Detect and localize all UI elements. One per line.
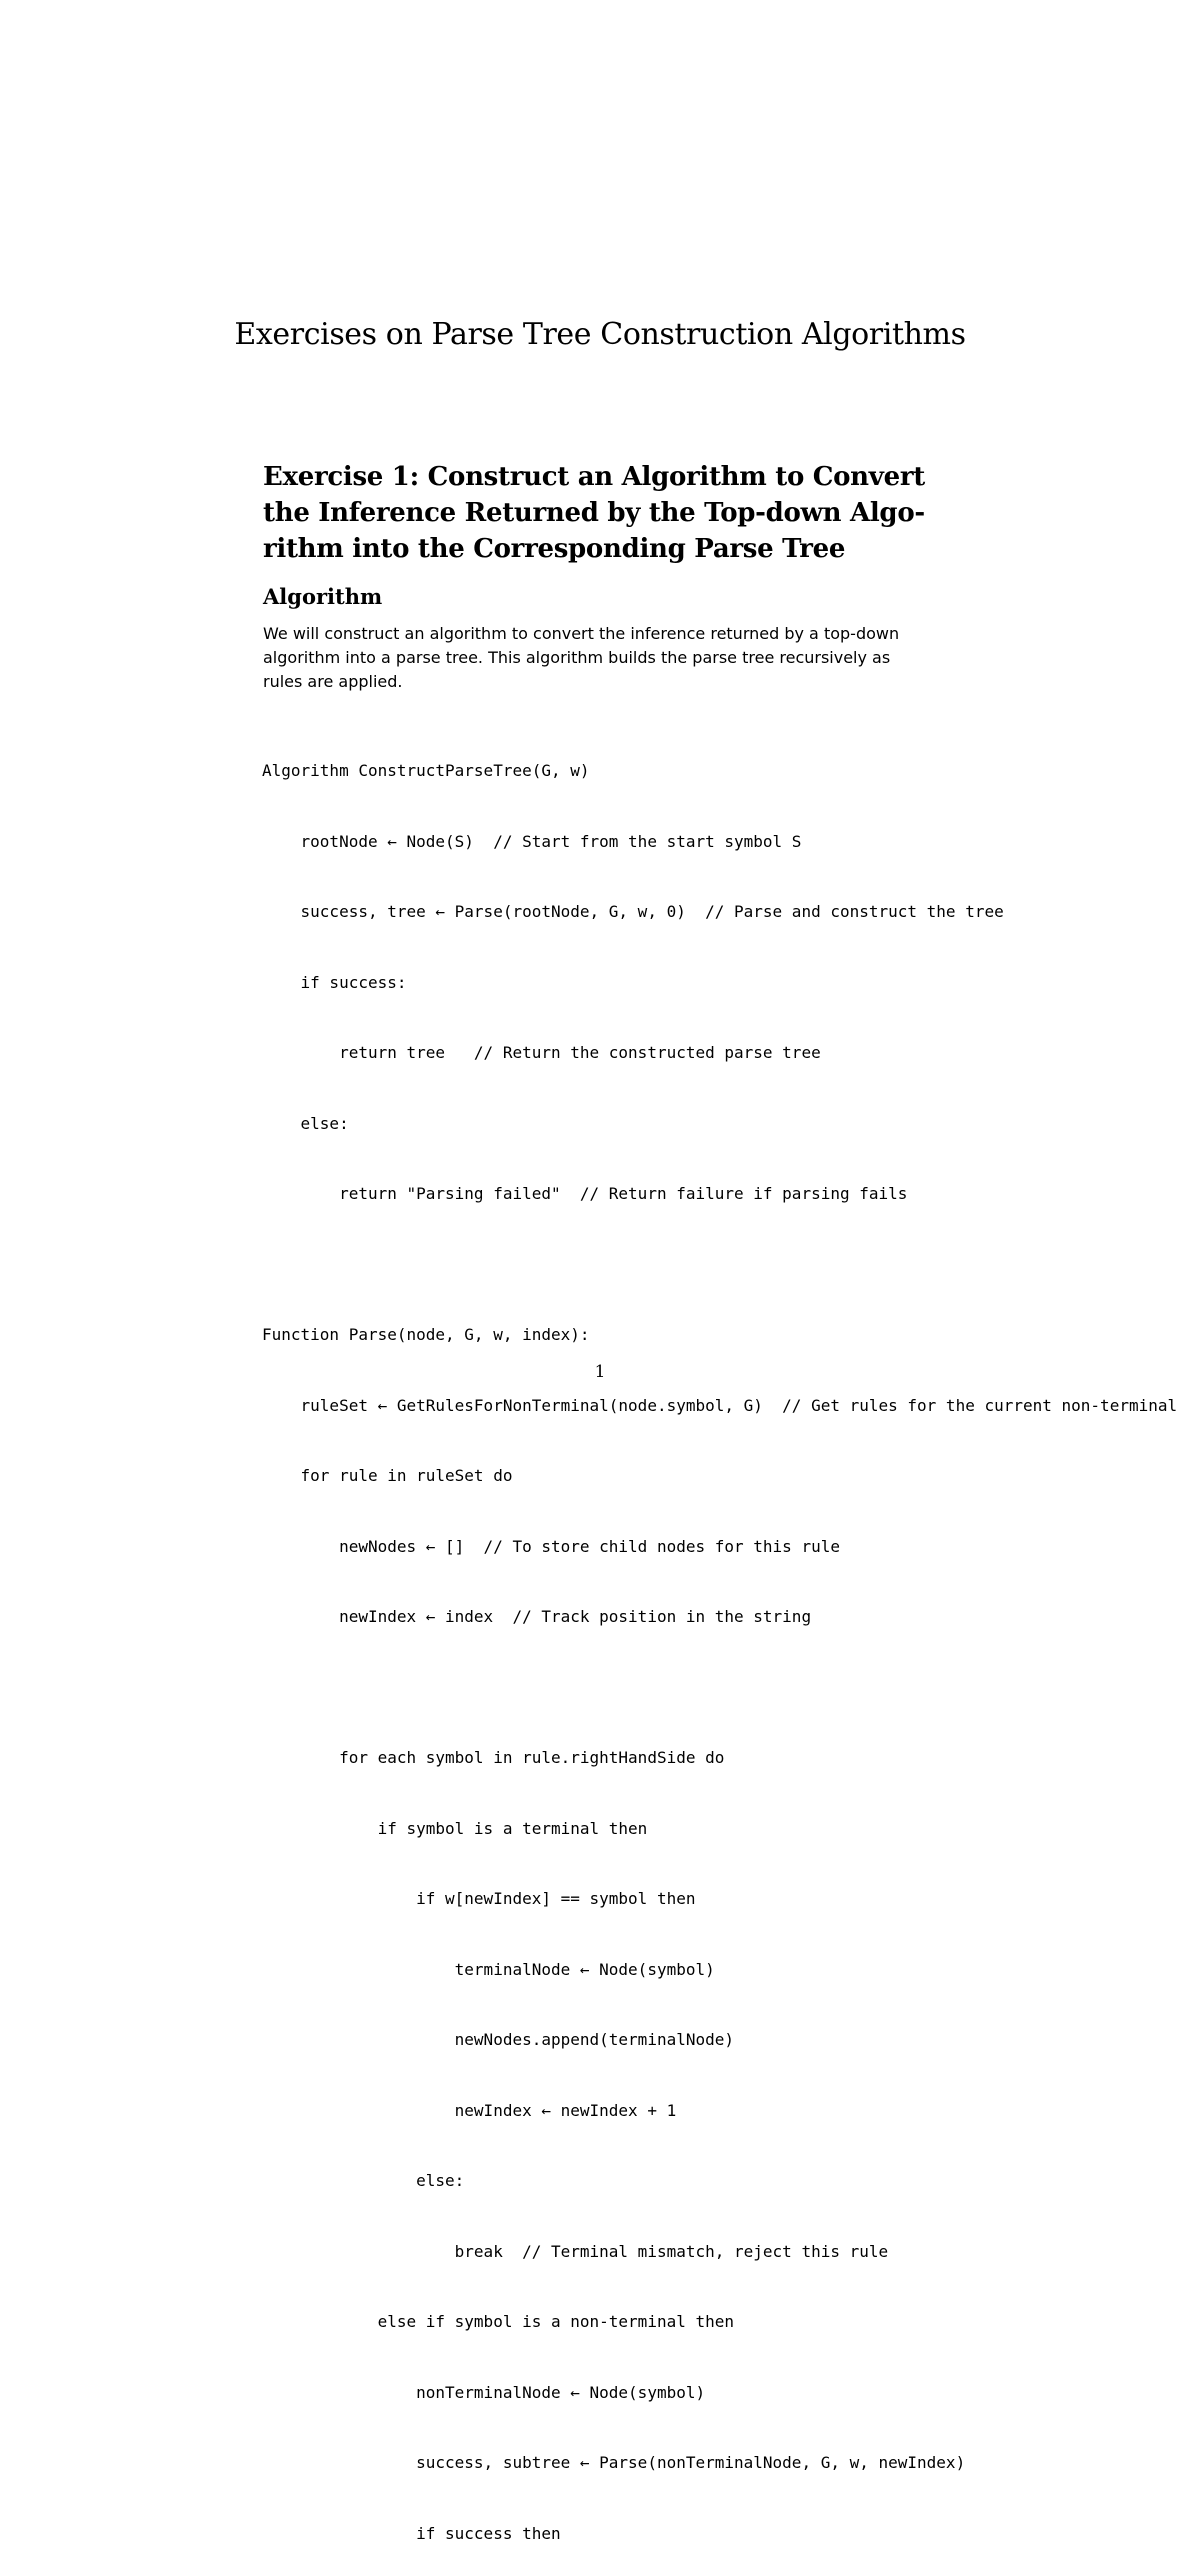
page-title: Exercises on Parse Tree Construction Algorithms	[234, 317, 966, 352]
page-number: 1	[594, 1362, 606, 1382]
code-line	[262, 1253, 1200, 1277]
code-line: rootNode ← Node(S) // Start from the start symbol S	[262, 831, 802, 851]
code-block	[262, 712, 1200, 2569]
intro-line: rules are applied.	[263, 672, 403, 691]
code-line: newIndex ← index // Track position in the string	[262, 1607, 812, 1626]
code-line: newIndex ← newIndex + 1	[262, 2100, 677, 2120]
code-line: nonTerminalNode ← Node(symbol)	[262, 2382, 706, 2402]
code-line: break // Terminal mismatch, reject this rule	[262, 2241, 889, 2261]
code-line: return tree // Return the constructed parse tree	[262, 1043, 821, 1062]
code-line: return "Parsing failed" // Return failure if parsing fails	[262, 1184, 908, 1203]
section-heading-line: Exercise 1: Construct an Algorithm to Convert	[263, 462, 925, 492]
code-line: if success then	[262, 2523, 561, 2543]
code-line	[262, 1676, 1200, 1700]
code-line: ruleSet ← GetRulesForNonTerminal(node.symbol, G) // Get rules for the current non-terminal	[262, 1395, 1178, 1415]
code-line: Function Parse(node, G, w, index):	[262, 1325, 590, 1344]
code-line: if success:	[262, 972, 407, 992]
code-line: if w[newIndex] == symbol then	[262, 1889, 696, 1908]
section-heading-line: rithm into the Corresponding Parse Tree	[263, 534, 846, 564]
code-line: else:	[262, 2171, 465, 2190]
code-line: newNodes.append(terminalNode)	[262, 2030, 735, 2049]
section-heading	[263, 459, 953, 567]
code-line: for each symbol in rule.rightHandSide do	[262, 1748, 725, 1767]
intro-line: algorithm into a parse tree. This algorithm builds the parse tree recursively as	[263, 648, 891, 667]
code-line: terminalNode ← Node(symbol)	[262, 1959, 715, 1979]
code-line: for rule in ruleSet do	[262, 1466, 513, 1485]
code-line: if symbol is a terminal then	[262, 1818, 648, 1838]
code-line: success, subtree ← Parse(nonTerminalNode, G, w, newIndex)	[262, 2453, 966, 2472]
code-line: else:	[262, 1113, 349, 1133]
section-heading-line: the Inference Returned by the Top-down Algo-	[263, 498, 925, 528]
intro-line: We will construct an algorithm to convert the inference returned by a top-down	[263, 624, 900, 643]
code-line: success, tree ← Parse(rootNode, G, w, 0) // Parse and construct the tree	[262, 902, 1004, 921]
code-line: Algorithm ConstructParseTree(G, w)	[262, 761, 590, 780]
subsection-heading: Algorithm	[263, 584, 383, 609]
code-line: else if symbol is a non-terminal then	[262, 2312, 735, 2331]
code-line: newNodes ← [] // To store child nodes for this rule	[262, 1536, 840, 1556]
intro-paragraph	[263, 622, 963, 694]
